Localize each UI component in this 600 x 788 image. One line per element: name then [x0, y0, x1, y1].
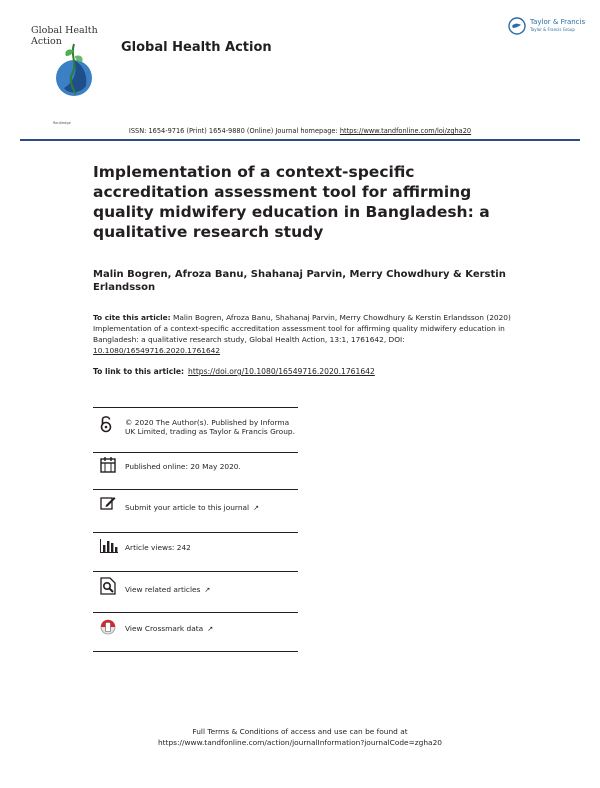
article-authors: Malin Bogren, Afroza Banu, Shahanaj Parvin, Merry Chowdhury & Kerstin Erlandsson: [93, 269, 506, 293]
logo-line-1: Global Health: [31, 25, 98, 36]
open-access-icon: [100, 415, 112, 437]
separator: [93, 407, 298, 408]
taylor-francis-text: [530, 18, 590, 34]
issn-line: [0, 127, 600, 135]
issn-text: ISSN: 1654-9716 (Print) 1654-9880 (Online) Journal homepage:: [128, 127, 340, 135]
license-text: © 2020 The Author(s). Published by Informa UK Limited, trading as Taylor & Francis Group.: [125, 418, 295, 436]
article-title: Implementation of a context-specific accreditation assessment tool for affirming quality midwifery education in Bangladesh: a qualitative research study: [93, 163, 490, 241]
edit-icon: [100, 495, 116, 515]
header-rule: [20, 139, 580, 141]
journal-title: Global Health Action: [121, 40, 272, 55]
related-articles-label: View related articles: [125, 585, 201, 594]
taylor-francis-logo-icon: [508, 17, 526, 39]
published-date: Published online: 20 May 2020.: [125, 462, 241, 471]
footer-terms-link[interactable]: https://www.tandfonline.com/action/journalInformation?journalCode=zgha20: [158, 738, 442, 747]
related-articles-link[interactable]: [125, 585, 300, 595]
footer-line-1: Full Terms & Conditions of access and use can be found at: [192, 727, 408, 736]
cite-text: Malin Bogren, Afroza Banu, Shahanaj Parvin, Merry Chowdhury & Kerstin Erlandsson (2020) Implementation of a context-specific accreditation assessment tool for affirming quality midwifery education in Bangladesh: a qualitative research study, Global Health Action, 13:1, 1761642, DOI:: [93, 313, 511, 344]
separator: [93, 532, 298, 533]
external-link-icon: ↗: [204, 586, 211, 594]
submit-article-link[interactable]: [125, 503, 300, 513]
separator: [93, 651, 298, 652]
link-label: To link to this article:: [93, 367, 185, 376]
submit-article-label: Submit your article to this journal: [125, 503, 250, 512]
article-link[interactable]: https://doi.org/10.1080/16549716.2020.1761642: [188, 367, 375, 376]
citation-block: [93, 312, 513, 356]
separator: [93, 612, 298, 613]
cite-label: To cite this article:: [93, 313, 171, 322]
crossmark-icon: [100, 619, 116, 639]
tf-line-1: Taylor & Francis: [530, 18, 586, 26]
doi-link[interactable]: 10.1080/16549716.2020.1761642: [93, 346, 221, 355]
tf-line-2: Taylor & Francis Group: [530, 27, 575, 32]
separator: [93, 571, 298, 572]
publisher-small-logo: Routledge: [53, 121, 71, 125]
article-views: Article views: 242: [125, 543, 191, 552]
crossmark-label: View Crossmark data: [125, 624, 204, 633]
footer: [0, 726, 600, 748]
crossmark-link[interactable]: [125, 624, 300, 634]
journal-logo-icon: [52, 42, 96, 102]
related-search-icon: [100, 577, 116, 599]
calendar-icon: [100, 457, 116, 477]
separator: [93, 489, 298, 490]
external-link-icon: ↗: [207, 625, 214, 633]
bar-chart-icon: [100, 538, 118, 557]
separator: [93, 452, 298, 453]
link-block: [93, 367, 375, 376]
logo-line-2: Action: [31, 36, 62, 47]
journal-homepage-link[interactable]: https://www.tandfonline.com/loi/zgha20: [339, 127, 472, 135]
external-link-icon: ↗: [253, 504, 259, 512]
